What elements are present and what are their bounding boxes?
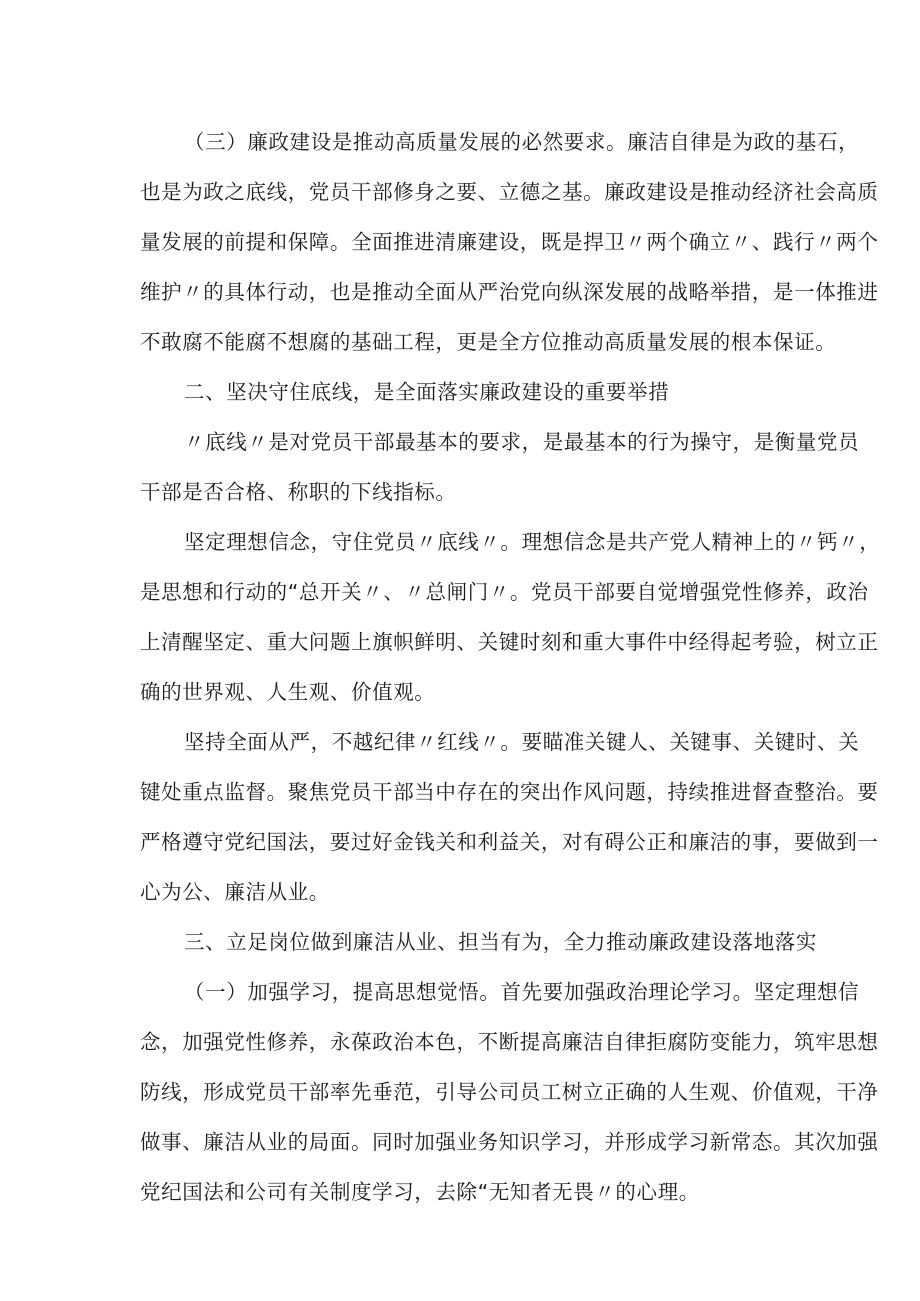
text-line: 心为公、廉洁从业。 xyxy=(140,880,330,904)
text-line: 严格遵守党纪国法，要过好金钱关和利益关，对有碍公正和廉洁的事，要做到一 xyxy=(140,830,879,854)
text-line: （一）加强学习，提高思想觉悟。首先要加强政治理论学习。坚定理想信 xyxy=(184,980,860,1004)
text-line: 确的世界观、人生观、价值观。 xyxy=(140,680,436,704)
text-line: 坚定理想信念，守住党员〃底线〃。理想信念是共产党人精神上的〃钙〃， xyxy=(184,530,881,554)
text-line: 坚持全面从严，不越纪律〃红线〃。要瞄准关键人、关键事、关键时、关 xyxy=(184,730,860,754)
heading-text: 三、立足岗位做到廉洁从业、担当有为，全力推动廉政建设落地落实 xyxy=(184,930,817,954)
text-line: 不敢腐不能腐不想腐的基础工程，更是全方位推动高质量发展的根本保证。 xyxy=(140,330,837,354)
text-line: 也是为政之底线，党员干部修身之要、立德之基。廉政建设是推动经济社会高质 xyxy=(140,180,879,204)
heading-text: 二、坚决守住底线，是全面落实廉政建设的重要举措 xyxy=(184,380,670,404)
text-line: 〃底线〃是对党员干部最基本的要求，是最基本的行为操守，是衡量党员 xyxy=(184,430,860,454)
text-line: 量发展的前提和保障。全面推进清廉建设，既是捍卫〃两个确立〃、践行〃两个 xyxy=(140,230,879,254)
text-line: 维护〃的具体行动，也是推动全面从严治党向纵深发展的战略举措，是一体推进 xyxy=(140,280,879,304)
text-line: 干部是否合格、称职的下线指标。 xyxy=(140,480,457,504)
text-line: 念，加强党性修养，永葆政治本色，不断提高廉洁自律拒腐防变能力，筑牢思想 xyxy=(140,1030,879,1054)
text-line: 防线，形成党员干部率先垂范，引导公司员工树立正确的人生观、价值观，干净 xyxy=(140,1080,879,1104)
text-line: 键处重点监督。聚焦党员干部当中存在的突出作风问题，持续推进督查整治。要 xyxy=(140,780,879,804)
text-line: 做事、廉洁从业的局面。同时加强业务知识学习，并形成学习新常态。其次加强 xyxy=(140,1130,879,1154)
text-line: 上清醒坚定、重大问题上旗帜鲜明、关键时刻和重大事件中经得起考验，树立正 xyxy=(140,630,879,654)
text-line: 是思想和行动的“总开关〃、〃总闸门〃。党员干部要自觉增强党性修养，政治 xyxy=(140,580,869,604)
text-line: （三）廉政建设是推动高质量发展的必然要求。廉洁自律是为政的基石， xyxy=(184,130,860,154)
text-line: 党纪国法和公司有关制度学习，去除“无知者无畏〃的心理。 xyxy=(140,1180,700,1204)
